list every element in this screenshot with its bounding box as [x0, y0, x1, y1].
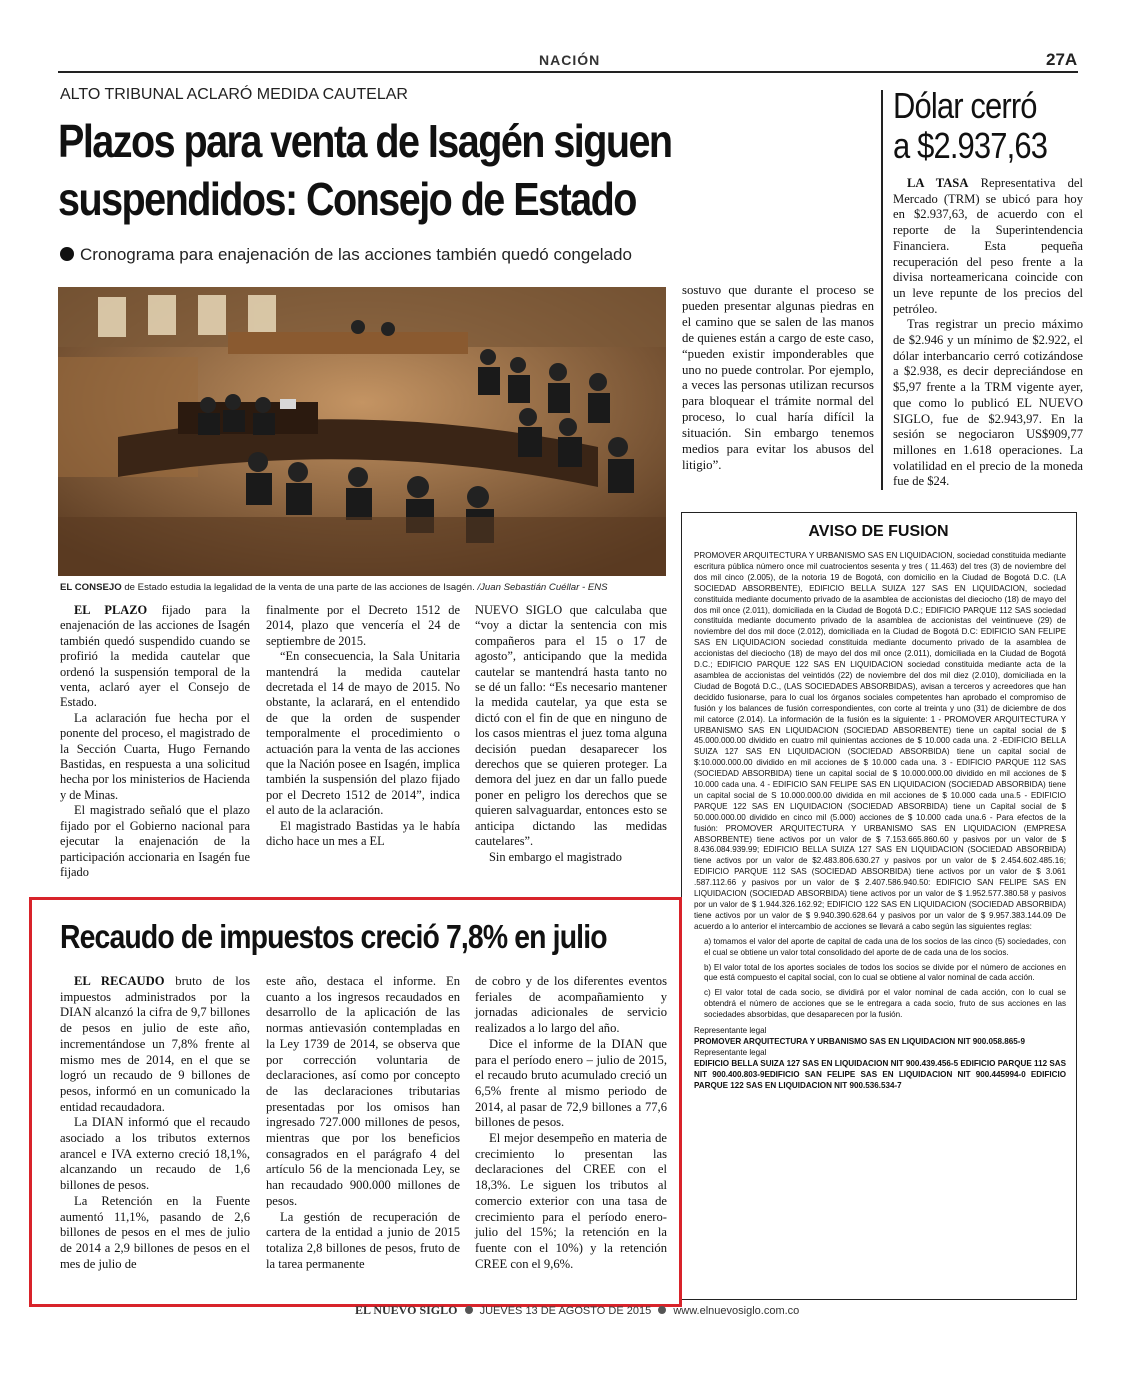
- dollar-title-line-1: Dólar cerró: [893, 85, 1037, 126]
- caption-lead: EL CONSEJO: [60, 582, 122, 593]
- rep-label: Representante legal: [694, 1026, 767, 1036]
- aviso-text: PROMOVER ARQUITECTURA Y URBANISMO SAS EN LIQUIDACION, sociedad constituida mediante escritura pública número once mil cuatrocientos sesenta y tres ( 11.463) del tres (3) de noviembre del dos mil cinco (2.005), de la notoria 19 de Bogotá, con domicilio en la Ciudad de Bogotá D.C. (LA SOCIEDAD ABSORBENTE), EDIFICIO BELLA SUIZA 127 SAS EN LIQUIDACION, sociedad constituida mediante documento privado de la asamblea de accionistas del dieciocho (18) de mayo del dos mil once (2.011), domiciliada en la Ciudad de Bogotá D.C.; EDIFICIO PARQUE 112 SAS sociedad constituida mediante documento privado de la asamblea de accionistas del veintinueve (29) de noviembre del dos mil doce (2.012), domiciliada en la Ciudad de Bogotá D.C: EDIFICIO SAN FELIPE SAS EN LIQUIDACION sociedad constituida mediante documento privado de la asamblea de accionistas del dieciocho (18) de mayo del dos mil once (2.011), domiciliada en la Ciudad de Bogotá D.C.; EDIFICIO PARQUE 122 SAS EN LIQUIDACION sociedad constituida mediante acta de la asamblea de accionistas del veintidós (22) de noviembre del dos mil diez (2.010), domiciliada en la Ciudad de Bogotá D.C., (LAS SOCIEDADES ABSORBIDAS), avisan a terceros y acreedores que han decidido fusionarse, para lo cual los órganos sociales competentes han aprobado el compromiso de fusión y los balances de fusión correspondientes, con corte al treinta y uno (31) de diciembre de dos mil catorce (2.014). La información de la fusión es la siguiente: 1 - PROMOVER ARQUITECTURA Y URBANISMO SAS EN LIQUIDACION (SOCIEDAD ABSORBENTE) tiene un capital social de $ 45.000.000.00 dividido en cuatro mil quinientas acciones de $ 10.000 cada una. 2 -EDIFICIO BELLA SUIZA 127 SAS EN LIQUIDACION (SOCIEDAD ABSORBIDA) tiene un capital social de $:10.000.000.00 dividido en mil acciones de $ 10.000 cada una. 3 - EDIFICIO PARQUE 112 SAS (SOCIEDAD ABSORBIDA) tiene un capital social de $ 10.000.000.00 dividido en mil acciones de $ 10.000 cada una. 4 - EDIFICIO SAN FELIPE SAS EN LIQUIDACION (SOCIEDAD ABSORBIDA) tiene un capital social de S 10.000.000.00 dividida en mil acciones de $ 10.000 cada una.5 - EDIFICIO PARQUE 122 SAS EN LIQUIDACION (SOCIEDAD ABSORBIDA) tiene un Capital social de $ 50.000.000.00 dividido en cinco mil (5.000) acciones de $ 10.000 cada una.6 - Para efectos de la fusión: PROMOVER ARQUITECTURA Y URBANISMO SAS EN LIQUIDACION (EMPRESA ABSORBENTE) tiene activos por un valor de $ 7.153.665.860.60 y pasivos por un valor de $ 8.436.084.939.99; EDIFICIO BELLA SUIZA 127 SAS EN LIQUIDACION (SOCIEDAD ABSORBIDA) tiene activos por un valor de $2.483.806.630.27 y pasivos por un valor de $ 2.454.602.485.16; EDIFICIO PARQUE 112 SAS (SOCIEDAD ABSORBIDA) tiene activos por un valor de $ 3.061 .587.112.66 y pasivos por un valor de $ 2.407.586.940.50: EDIFICIO SAN FELIPE SAS EN LIQUIDACION (SOCIEDAD ABSORBIDA) tiene activos por un valor de $ 1.952.577.380.58 y pasivos por un valor de $ 1.944.326.162.92; EDIFICIO 122 SAS EN LIQUIDACION (SOCIEDAD ABSORBIDA) tiene activos por un valor de $ 9.940.390.628.64 y pasivos por un valor de $ 9.957.383.144.09 De acuerdo a lo anterior el intercambio de acciones se llevará a cabo según las siguientes reglas:: [694, 551, 1066, 931]
- continuation-text: sostuvo que durante el proceso se pueden presentar algunas piedras en el camino que se salen de las manos de quienes están a cargo de este caso, “pueden existir imponderables que uno no puede controlar. Por ejemplo, a veces las personas utilizan recursos para bloquear el trámite normal del proceso, lo cual haría difícil la situación. Sin embargo tenemos medios para evitar los abusos del litigio”.: [682, 283, 874, 472]
- main-article-continuation: [682, 283, 874, 474]
- photo-credit: /Juan Sebastián Cuéllar - ENS: [474, 582, 608, 593]
- paragraph: Sin embargo el magistrado: [489, 849, 622, 864]
- paragraph: fijado para la enajenación de las acciones de Isagén también quedó suspendido cuando se profirió la medida cautelar que ordenó la suspensión temporal de la venta, aclaró ayer el Consejo de Estado.: [60, 603, 250, 710]
- section-label: NACIÓN: [539, 52, 601, 68]
- headline-line-2: suspendidos: Consejo de Estado: [58, 173, 636, 225]
- courtroom-illustration: [58, 287, 666, 576]
- footer-paper-name: EL NUEVO SIGLO: [355, 1303, 458, 1317]
- paragraph: “En consecuencia, la Sala Unitaria mantendrá la medida cautelar decretada el 14 de mayo de 2015. No obstante, la aclarará, en el entendido de que la orden de suspender temporalmente el procedimiento o actuación para la venta de las acciones que la Nación posee en Isagén, implica también la suspensión del plazo fijado por el Decreto 1512 de 2014”, indica el auto de la aclaración.: [266, 649, 460, 818]
- rep-label: Representante legal: [694, 1047, 767, 1057]
- paragraph: finalmente por el Decreto 1512 de 2014, plazo que vencería el 24 de septiembre de 2015.: [266, 603, 460, 648]
- main-article-col-2: [266, 603, 460, 850]
- main-article-col-3: [475, 603, 667, 865]
- paragraph: Tras registrar un precio máximo de $2.946 y un mínimo de $2.922, el dólar interbancario cerró cotizándose a $2.938, es decir depreciándose en $5,97 frente a la TRM vigente ayer, que como lo publicó EL NUEVO SIGLO, fue de $2.943,97. En la sesión se negociaron US$909,77 millones en 1.618 operaciones. La volatilidad en el precio de la moneda fue de $24.: [893, 317, 1083, 489]
- lead-in: EL PLAZO: [74, 603, 148, 617]
- headline-line-1: Plazos para venta de Isagén siguen: [58, 115, 672, 167]
- aviso-rules: [694, 937, 1066, 1021]
- paragraph: La Retención en la Fuente aumentó 11,1%, pasando de 2,6 billones de pesos en el mes de julio de 2014 a 2,9 billones de pesos en el mes de julio de: [60, 1193, 250, 1271]
- paragraph: El mejor desempeño en materia de crecimiento lo presentan las declaraciones del CREE con el 18,3%. Le siguen los tributos al comercio exterior con una tasa de crecimiento para el período enero-julio del 15%; la retención en la fuente con el 10%) y la retención CREE con el 9,6%.: [475, 1131, 667, 1271]
- paragraph: La DIAN informó que el recaudo asociado a los tributos externos arancel e IVA externo creció 18,1%, alcanzando un recaudo de 1,6 billones de pesos.: [60, 1115, 250, 1193]
- paragraph: de cobro y de los diferentes eventos feriales de acompañamiento y jornadas adicionales de servicio realizados a lo largo del año.: [475, 974, 667, 1036]
- paragraph: La aclaración fue hecha por el ponente del proceso, el magistrado de la Sección Cuarta, Hugo Fernando Bastidas, en respuesta a una solicitud hecha por los ministerios de Hacienda y de Minas.: [60, 710, 250, 802]
- paragraph: bruto de los impuestos administrados por la DIAN alcanzó la cifra de 9,7 billones de pesos en julio de este año, incrementándose un 7,8% frente al mismo mes de 2014, en el que se logró un recaudo de 9 billones de pesos, informó en un comunicado la entidad recaudadora.: [60, 974, 250, 1114]
- photo-caption: [60, 582, 680, 593]
- courtroom-photo: [58, 287, 666, 576]
- recaudo-col-1: [60, 974, 250, 1272]
- footer: [355, 1303, 799, 1318]
- page-number: 27A: [1046, 50, 1078, 69]
- sidebar-rule: [881, 90, 883, 490]
- recaudo-headline: Recaudo de impuestos creció 7,8% en julio: [60, 918, 607, 955]
- rule-item: c) El valor total de cada socio, se dividirá por el valor nominal de cada acción, con lo cual se obtendrá el número de acciones que se le entregara a cada socio, fruto de sus acciones en las sociedades absorbidas, que desaparecen por la fusión.: [704, 988, 1066, 1020]
- recaudo-col-3: [475, 974, 667, 1272]
- recaudo-col-2: [266, 974, 460, 1272]
- aviso-title: AVISO DE FUSION: [808, 523, 949, 540]
- aviso-de-fusion: [681, 512, 1077, 1300]
- caption-text: de Estado estudia la legalidad de la venta de una parte de las acciones de Isagén.: [121, 582, 475, 593]
- headline: [58, 112, 746, 228]
- dollar-title: [893, 86, 1047, 166]
- rule-item: b) El valor total de los aportes sociales de todos los socios se divide por el número de acciones en que está compuesto el capital social, con lo cual se obtiene al valor nominal de cada acción.: [704, 962, 1066, 983]
- paragraph: NUEVO SIGLO que calculaba que “voy a dictar la sentencia con mis compañeros para el 15 o 17 de agosto”, anticipando que la medida cautelar se mantendrá hasta tanto no se dé un fallo: “Es necesario mantener la medida cautelar, ya que esta se dictó con el fin de que en ninguno de los casos mientras el juez toma alguna decisión puedan desaparecer los derechos que se quieren proteger. La demora del juez en dar un fallo puede poner en peligro los derechos que se quieren salvaguardar, entonces esto se anticipa dictando las medidas cautelares”.: [475, 603, 667, 849]
- dollar-body: [893, 176, 1083, 490]
- rep-name: EDIFICIO BELLA SUIZA 127 SAS EN LIQUIDACION NIT 900.439.456-5 EDIFICIO PARQUE 112 SAS NIT 900.400.803-9EDIFICIO SAN FELIPE SAS EN LIQUIDACION NIT 900.445994-0 EDIFICIO PARQUE 122 SAS EN LIQUIDACION NIT 900.536.534-7: [694, 1058, 1066, 1090]
- aviso-body: [694, 551, 1066, 1092]
- dot-icon: [658, 1306, 666, 1314]
- paragraph: este año, destaca el informe. En cuanto a los ingresos recaudados en desarrollo de la aplicación de las normas antievasión contempladas en la Ley 1739 de 2014, se observa que por corrección voluntaria de declaraciones, así como por concepto de las declaraciones tributarias presentadas por los omisos han ingresado 727.000 millones de pesos, mientras que por los beneficios consagrados en el parágrafo 4 del artículo 56 de la mencionada Ley, se han recaudado 900.000 millones de pesos.: [266, 974, 460, 1208]
- lead-in: EL RECAUDO: [74, 974, 165, 988]
- footer-date: JUEVES 13 DE AGOSTO DE 2015: [479, 1305, 652, 1317]
- dollar-title-line-2: a $2.937,63: [893, 125, 1048, 166]
- deck-text: Cronograma para enajenación de las acciones también quedó congelado: [80, 245, 632, 264]
- dot-icon: [465, 1306, 473, 1314]
- deck: [60, 245, 632, 265]
- paragraph: Dice el informe de la DIAN que para el período enero – julio de 2015, el recaudo bruto acumulado creció un 6,5% frente al mismo periodo de 2014, al pasar de 72,9 billones a 77,6 billones de pesos.: [475, 1036, 667, 1130]
- paragraph: La gestión de recuperación de cartera de la entidad a junio de 2015 totaliza 2,8 billones de pesos, fruto de la tarea permanente: [266, 1209, 460, 1271]
- rule-item: a) tomamos el valor del aporte de capital de cada una de los socios de las cinco (5) sociedades, con el cual se obtiene un valor total consolidado del aporte de de cada una de los socios.: [704, 936, 1066, 957]
- bullet-icon: [60, 247, 74, 261]
- rep-name: PROMOVER ARQUITECTURA Y URBANISMO SAS EN LIQUIDACION NIT 900.058.865-9: [694, 1036, 1026, 1046]
- kicker: ALTO TRIBUNAL ACLARÓ MEDIDA CAUTELAR: [60, 86, 408, 103]
- header-rule: [58, 71, 1078, 73]
- lead-in: LA TASA: [907, 176, 969, 190]
- paragraph: El magistrado Bastidas ya le había dicho hace un mes a EL: [266, 818, 460, 849]
- paragraph: Representativa del Mercado (TRM) se ubicó para hoy en $2.937,63, de acuerdo con el reporte de la Superintendencia Financiera. Esta pequeña recuperación del peso frente a la divisa norteamericana coincide con un leve repunte de los precios del petróleo.: [893, 176, 1083, 316]
- paragraph: El magistrado señaló que el plazo fijado por el Gobierno nacional para ejecutar la enajenación de la participación accionaria en Isagén fue fijado: [60, 803, 250, 879]
- footer-url: www.elnuevosiglo.com.co: [673, 1305, 800, 1317]
- main-article-col-1: [60, 603, 250, 880]
